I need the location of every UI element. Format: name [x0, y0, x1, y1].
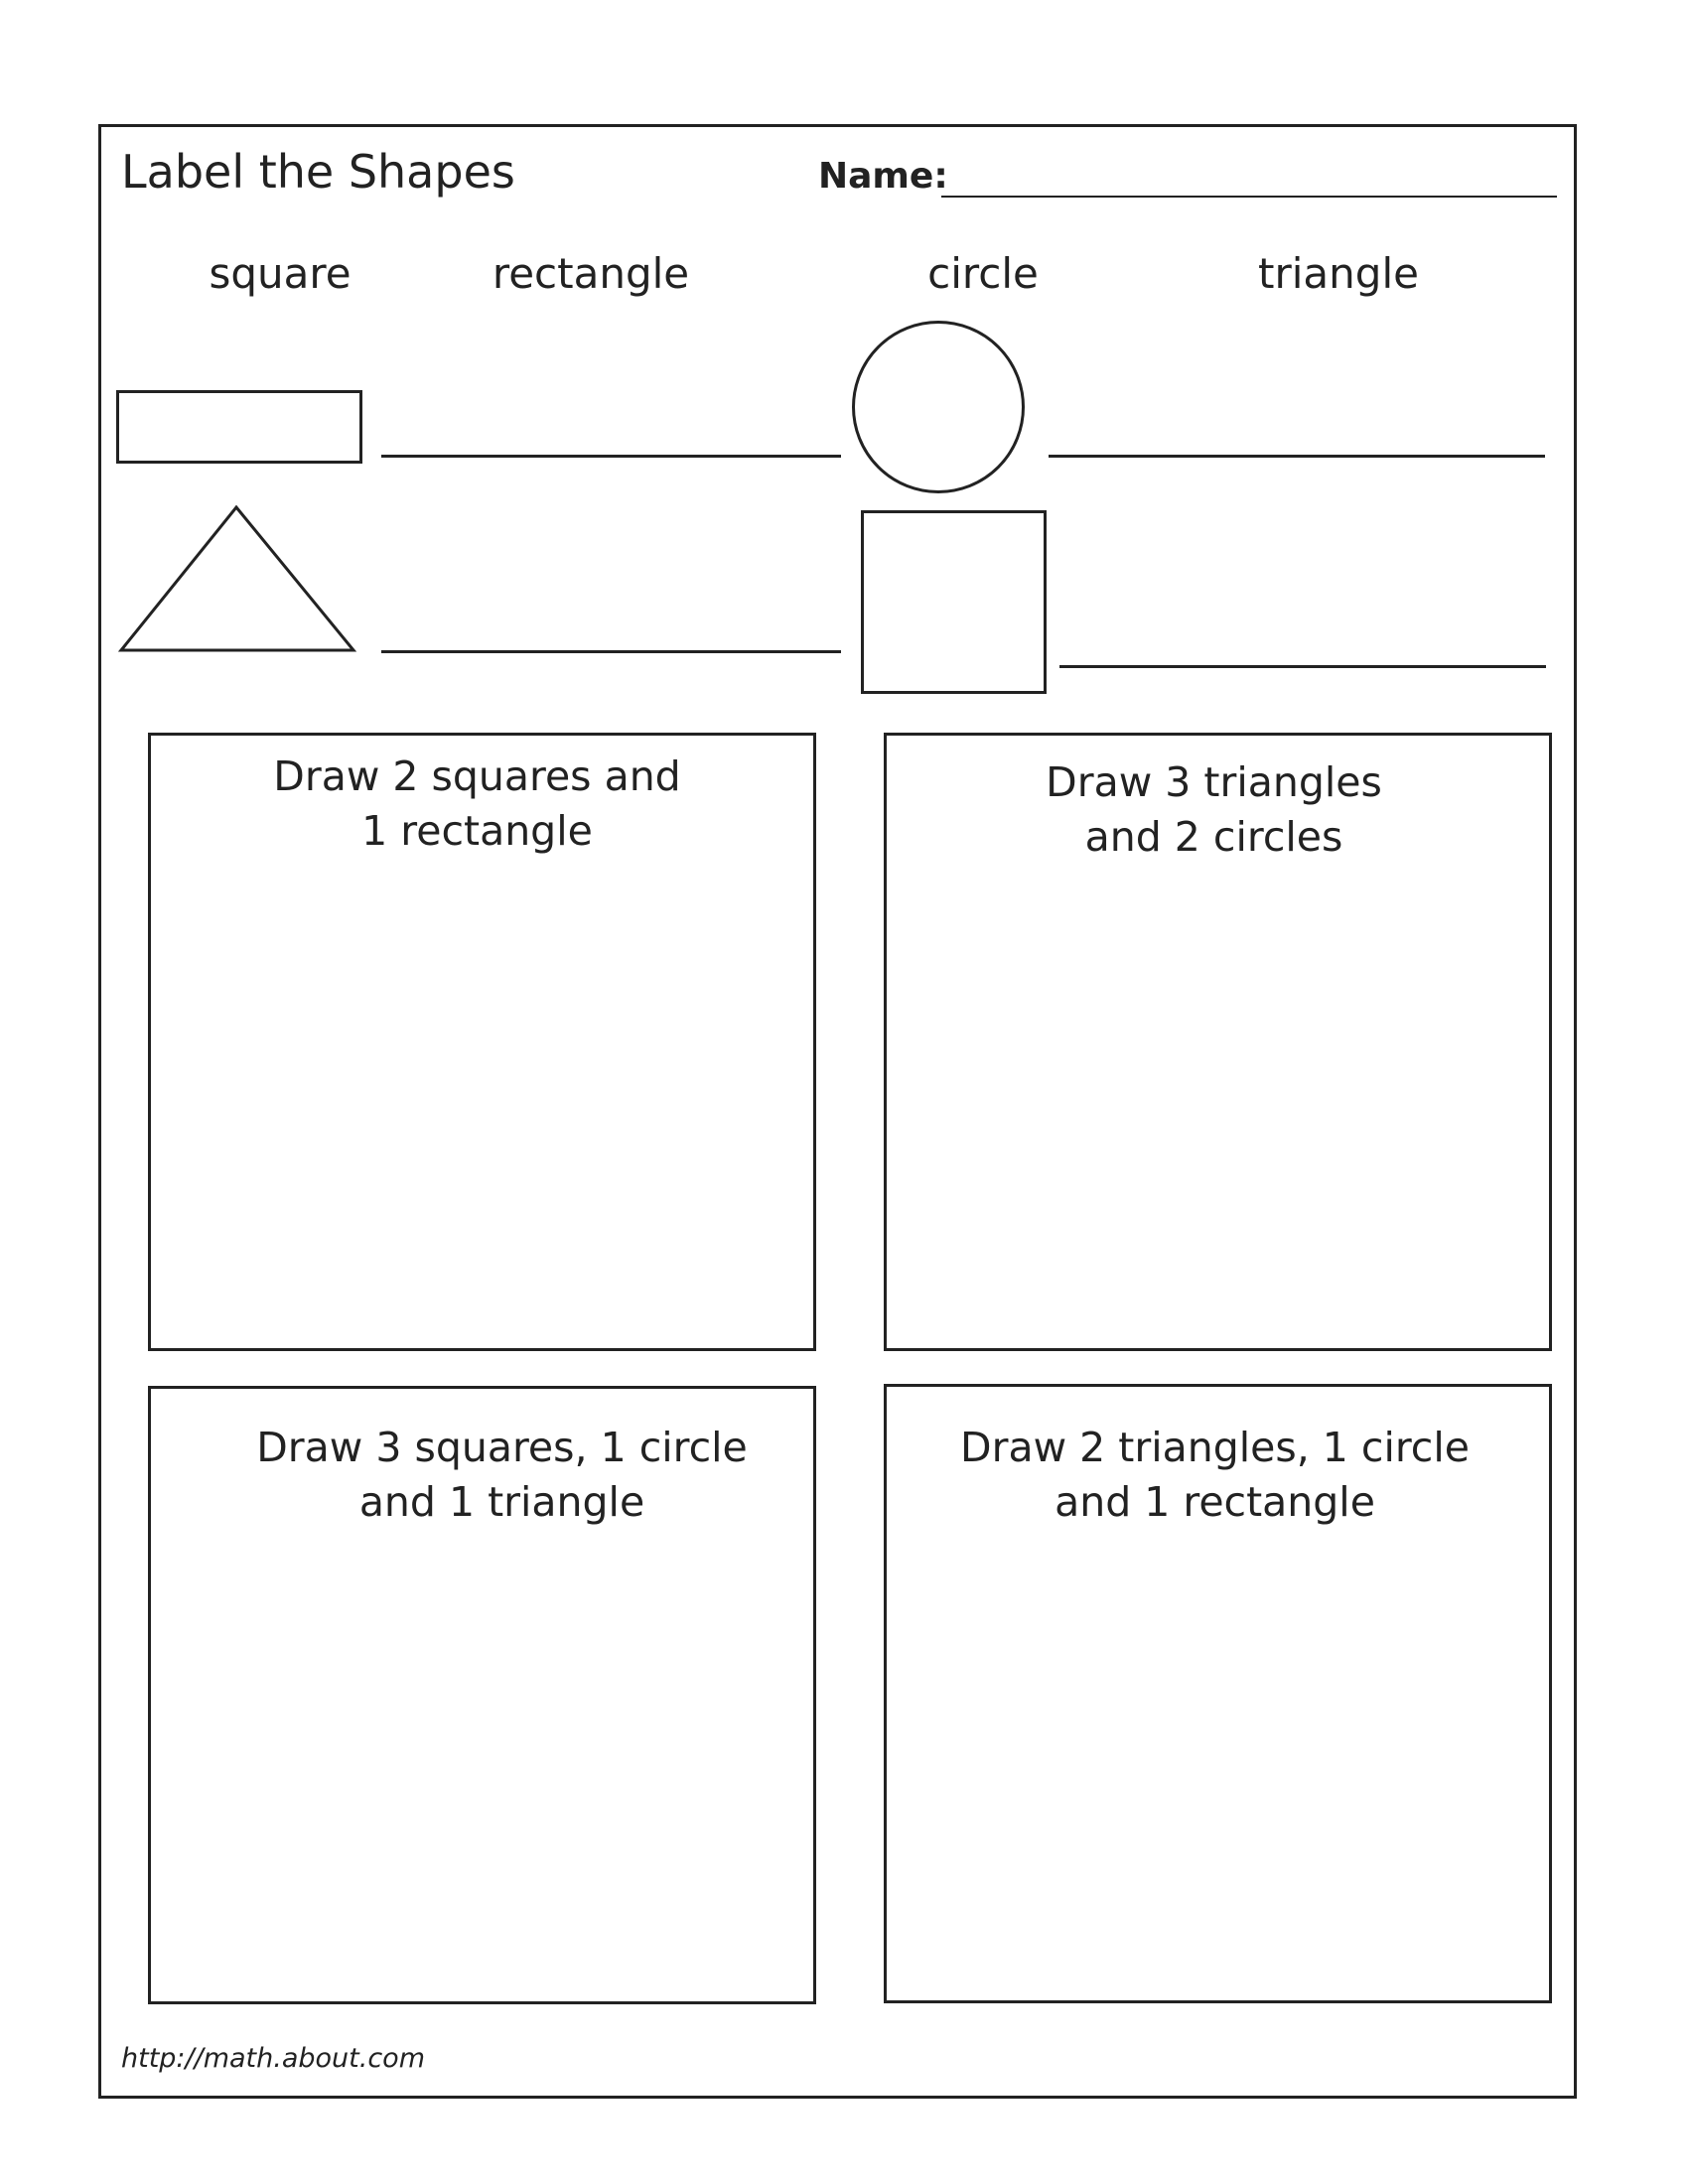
- word-bank-triangle: triangle: [1258, 249, 1419, 298]
- square-icon: [861, 510, 1047, 694]
- draw-box-4[interactable]: [884, 1384, 1552, 2003]
- word-bank-circle: circle: [927, 249, 1039, 298]
- square-answer-line[interactable]: [1059, 665, 1546, 668]
- rectangle-answer-line[interactable]: [381, 455, 841, 458]
- draw-box-1-line1: Draw 2 squares and: [273, 752, 681, 800]
- draw-box-4-line1: Draw 2 triangles, 1 circle: [960, 1424, 1470, 1471]
- draw-box-1-line2: 1 rectangle: [361, 807, 593, 855]
- rectangle-icon: [116, 390, 362, 464]
- draw-box-4-instructions: [881, 1421, 1549, 1530]
- name-answer-line[interactable]: [941, 196, 1557, 198]
- draw-box-2-instructions: [879, 755, 1549, 865]
- draw-box-3-line1: Draw 3 squares, 1 circle: [256, 1424, 748, 1471]
- footer-url: http://math.about.com: [121, 2043, 425, 2074]
- name-label: Name:: [818, 156, 948, 197]
- page-title: Label the Shapes: [121, 145, 515, 199]
- draw-box-1-instructions: [141, 750, 813, 859]
- circle-answer-line[interactable]: [1049, 455, 1545, 458]
- draw-box-2-line2: and 2 circles: [1084, 813, 1343, 861]
- triangle-answer-line[interactable]: [381, 650, 841, 653]
- word-bank-rectangle: rectangle: [492, 249, 690, 298]
- draw-box-4-line2: and 1 rectangle: [1055, 1478, 1375, 1526]
- draw-box-2[interactable]: [884, 733, 1552, 1351]
- draw-box-3-instructions: [191, 1421, 813, 1530]
- triangle-icon: [117, 503, 359, 654]
- circle-icon: [852, 321, 1025, 493]
- draw-box-3-line2: and 1 triangle: [358, 1478, 645, 1526]
- draw-box-2-line1: Draw 3 triangles: [1046, 758, 1382, 806]
- draw-box-3[interactable]: [148, 1386, 816, 2004]
- draw-box-1[interactable]: [148, 733, 816, 1351]
- word-bank-square: square: [209, 249, 352, 298]
